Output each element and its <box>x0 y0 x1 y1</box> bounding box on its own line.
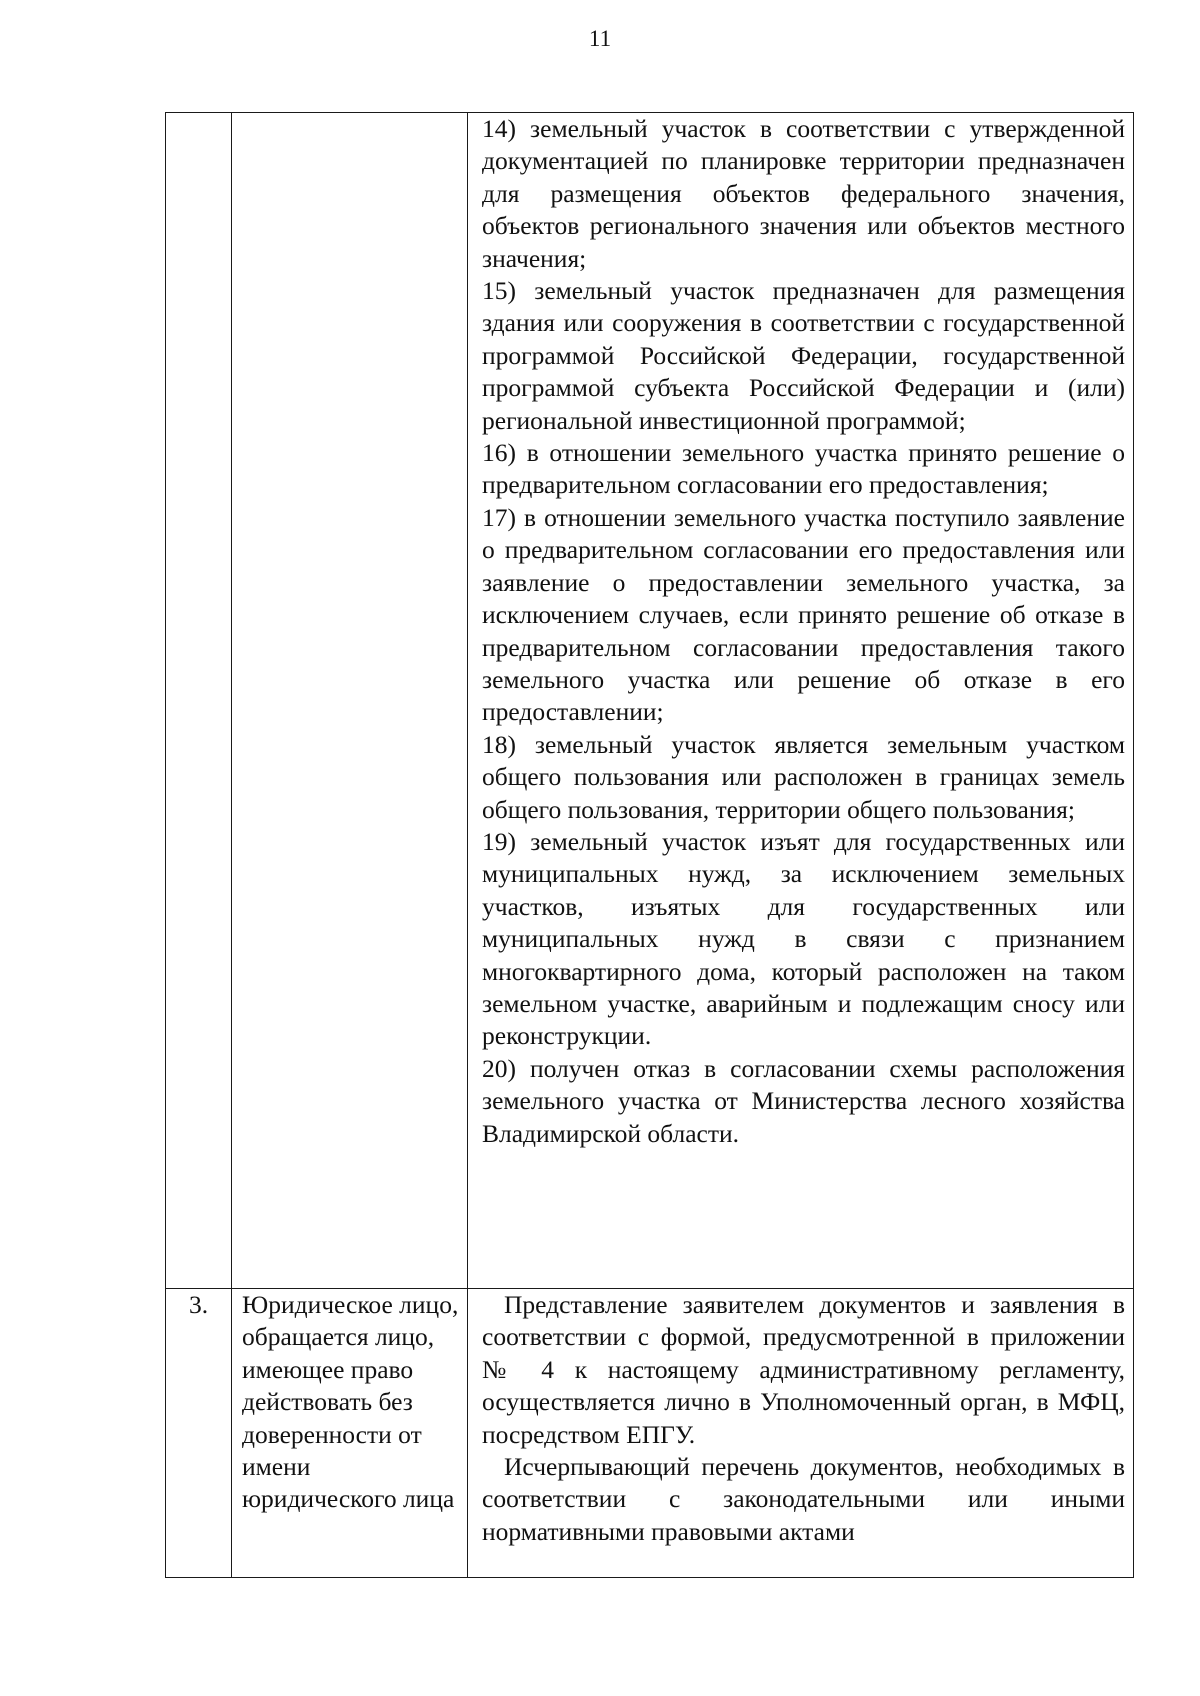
list-item: 17) в отношении земельного участка поступило заявление о предварительном согласовании его предоставления или заявление о предоставлении земельного участка, за исключением случаев, если принято решение об отказе в предварительном согласовании предоставления такого земельного участка или решение об отказе в его предоставлении; <box>482 502 1125 727</box>
table-row <box>166 113 1134 1289</box>
paragraph: Представление заявителем документов и заявления в соответствии с формой, предусмотренной в приложении № 4 к настоящему административному регламенту, осуществляется лично в Уполномоченный орган, в МФЦ, посредством ЕПГУ. <box>482 1290 1125 1449</box>
list-item: 15) земельный участок предназначен для размещения здания или сооружения в соответствии с государственной программой Российской Федерации, государственной программой субъекта Российской Федерации и (или) региональной инвестиционной программой; <box>482 276 1125 435</box>
row-number-cell <box>166 113 232 1289</box>
list-item: 18) земельный участок является земельным участком общего пользования или расположен в границах земель общего пользования, территории общего пользования; <box>482 729 1125 824</box>
list-item: 16) в отношении земельного участка принято решение о предварительном согласовании его предоставления; <box>482 438 1125 500</box>
list-item: 14) земельный участок в соответствии с утвержденной документацией по планировке территории предназначен для размещения объектов федерального значения, объектов регионального значения или объектов местного значения; <box>482 114 1125 273</box>
page-number: 11 <box>588 26 612 51</box>
row-number: 3. <box>188 1290 209 1319</box>
description-cell <box>468 113 1134 1289</box>
paragraph: Исчерпывающий перечень документов, необходимых в соответствии с законодательными или иными нормативными правовыми актами <box>482 1452 1125 1546</box>
list-item: 19) земельный участок изъят для государственных или муниципальных нужд, за исключением земельных участков, изъятых для государственных или муниципальных нужд в связи с признанием многоквартирного дома, который расположен на таком земельном участке, аварийным и подлежащим сносу или реконструкции. <box>482 826 1125 1051</box>
row-number-cell <box>166 1289 232 1578</box>
applicant-cell <box>232 1289 468 1578</box>
applicant-text: Юридическое лицо, обращается лицо, имеющее право действовать без доверенности от имени юридического лица <box>242 1290 459 1514</box>
applicant-cell <box>232 113 468 1289</box>
table-row <box>166 1289 1134 1578</box>
description-cell <box>468 1289 1134 1578</box>
list-item: 20) получен отказ в согласовании схемы расположения земельного участка от Министерства лесного хозяйства Владимирской области. <box>482 1053 1125 1148</box>
regulation-table <box>165 112 1134 1578</box>
